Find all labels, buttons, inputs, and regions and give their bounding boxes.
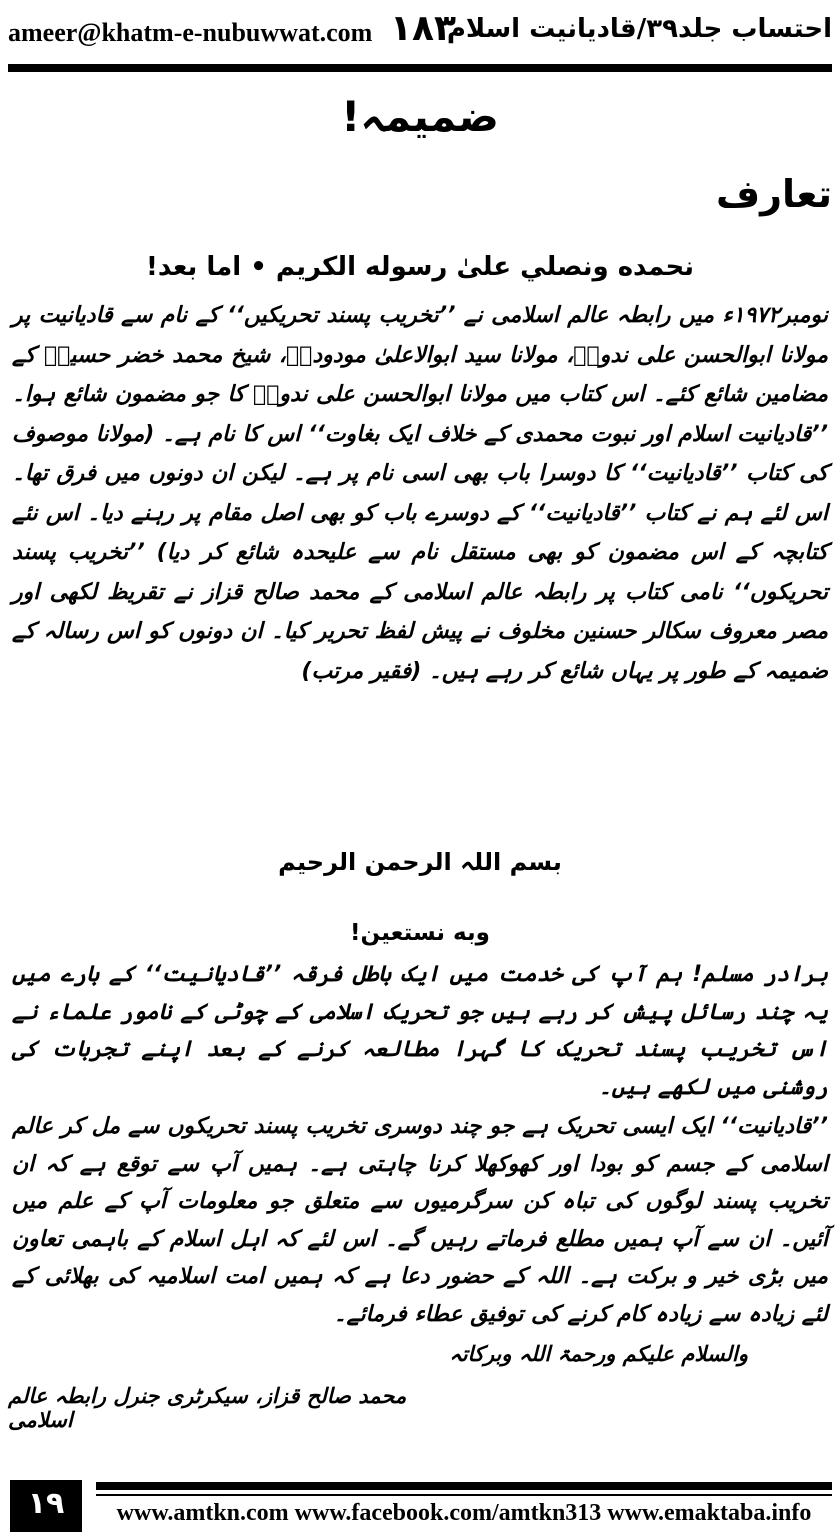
arabic-opening: نحمده ونصلي علىٰ رسوله الكريم • اما بعد!: [146, 252, 694, 282]
intro-heading: تعارف: [715, 172, 832, 216]
footer-links: www.amtkn.com www.facebook.com/amtkn313 www.emaktaba.info: [116, 1500, 812, 1526]
bismillah: بسم اللہ الرحمن الرحیم: [278, 848, 562, 876]
header-book-title: احتساب جلد۳۹/قادیانیت اسلام: [446, 14, 832, 44]
footer-page-number: ١٩: [10, 1480, 82, 1532]
appendix-heading: ضمیمہ!: [341, 92, 499, 141]
intro-paragraph: نومبر۱۹۷۲ء میں رابطہ عالم اسلامی نے ’’تخریب پسند تحریکیں‘‘ کے نام سے قادیانیت پر مولانا ابوالحسن علی ندویؒ، مولانا سید ابوالاعلیٰ مودودیؒ، شیخ محمد خضر حسینؒ کے مضامین شائع کئے۔ اس کتاب میں مولانا ابوالحسن علی ندویؒ کا جو مضمون شائع ہوا۔ ’’قادیانیت اسلام اور نبوت محمدی کے خلاف ایک بغاوت‘‘ اس کا نام ہے۔ (مولانا موصوف کی کتاب ’’قادیانیت‘‘ کا دوسرا باب بھی اسی نام پر ہے۔ لیکن ان دونوں میں فرق تھا۔ اس لئے ہم نے کتاب ’’قادیانیت‘‘ کے دوسرے باب کو بھی اصل مقام پر رہنے دیا۔ اس نئے کتابچہ کے اس مضمون کو بھی مستقل نام سے علیحدہ شائع کر دیا) ’’تخریب پسند تحریکوں‘‘ نامی کتاب پر رابطہ عالم اسلامی کے محمد صالح قزاز نے تقریظ لکھی اور مصر معروف سکالر حسنین مخلوف نے پیش لفظ تحریر کیا۔ ان دونوں کو اس رسالہ کے ضمیمہ کے طور پر یہاں شائع کر رہے ہیں۔ (فقیر مرتب): [12, 303, 828, 684]
closing-salam: والسلام علیکم ورحمۃ اللہ وبرکاتہ: [449, 1342, 748, 1366]
letter-paragraph-1: برادر مسلم! ہم آپ کی خدمت میں ایک باطل فرقہ ’’قادیانیت‘‘ کے بارے میں یہ چند رسائل پیش کر رہے ہیں جو تحریک اسلامی کے چوٹی کے نامور علماء نے اس تخریب پسند تحریک کا گہرا مطالعہ کرنے کے بعد اپنے تجربات کی روشنی میں لکھے ہیں۔: [12, 962, 828, 1100]
header-divider: [8, 64, 832, 72]
header-page-number: ١٨٣: [390, 8, 456, 49]
header-email: ameer@khatm-e-nubuwwat.com: [8, 18, 373, 47]
letter-paragraph-2: ’’قادیانیت‘‘ ایک ایسی تحریک ہے جو چند دوسری تخریب پسند تحریکوں سے مل کر عالم اسلامی کے جسم کو بودا اور کھوکھلا کرنا چاہتی ہے۔ ہمیں آپ سے توقع ہے کہ ان تخریب پسند لوگوں کی تباہ کن سرگرمیوں سے متعلق جو معلومات آپ کے علم میں آئیں۔ ان سے آپ ہمیں مطلع فرماتے رہیں گے۔ اس لئے کہ اہل اسلام کے باہمی تعاون میں بڑی خیر و برکت ہے۔ اللہ کے حضور دعا ہے کہ ہمیں امت اسلامیہ کی بھلائی کے لئے زیادہ سے زیادہ کام کرنے کی توفیق عطاء فرمائے۔: [12, 1114, 828, 1327]
page-header: [8, 6, 832, 56]
footer-divider-thick: [96, 1482, 832, 1490]
footer-divider-thin: [96, 1494, 832, 1496]
wabihi-line: وبه نستعين!: [350, 920, 490, 946]
signature: محمد صالح قزاز، سیکرٹری جنرل رابطہ عالم اسلامی: [8, 1384, 407, 1432]
